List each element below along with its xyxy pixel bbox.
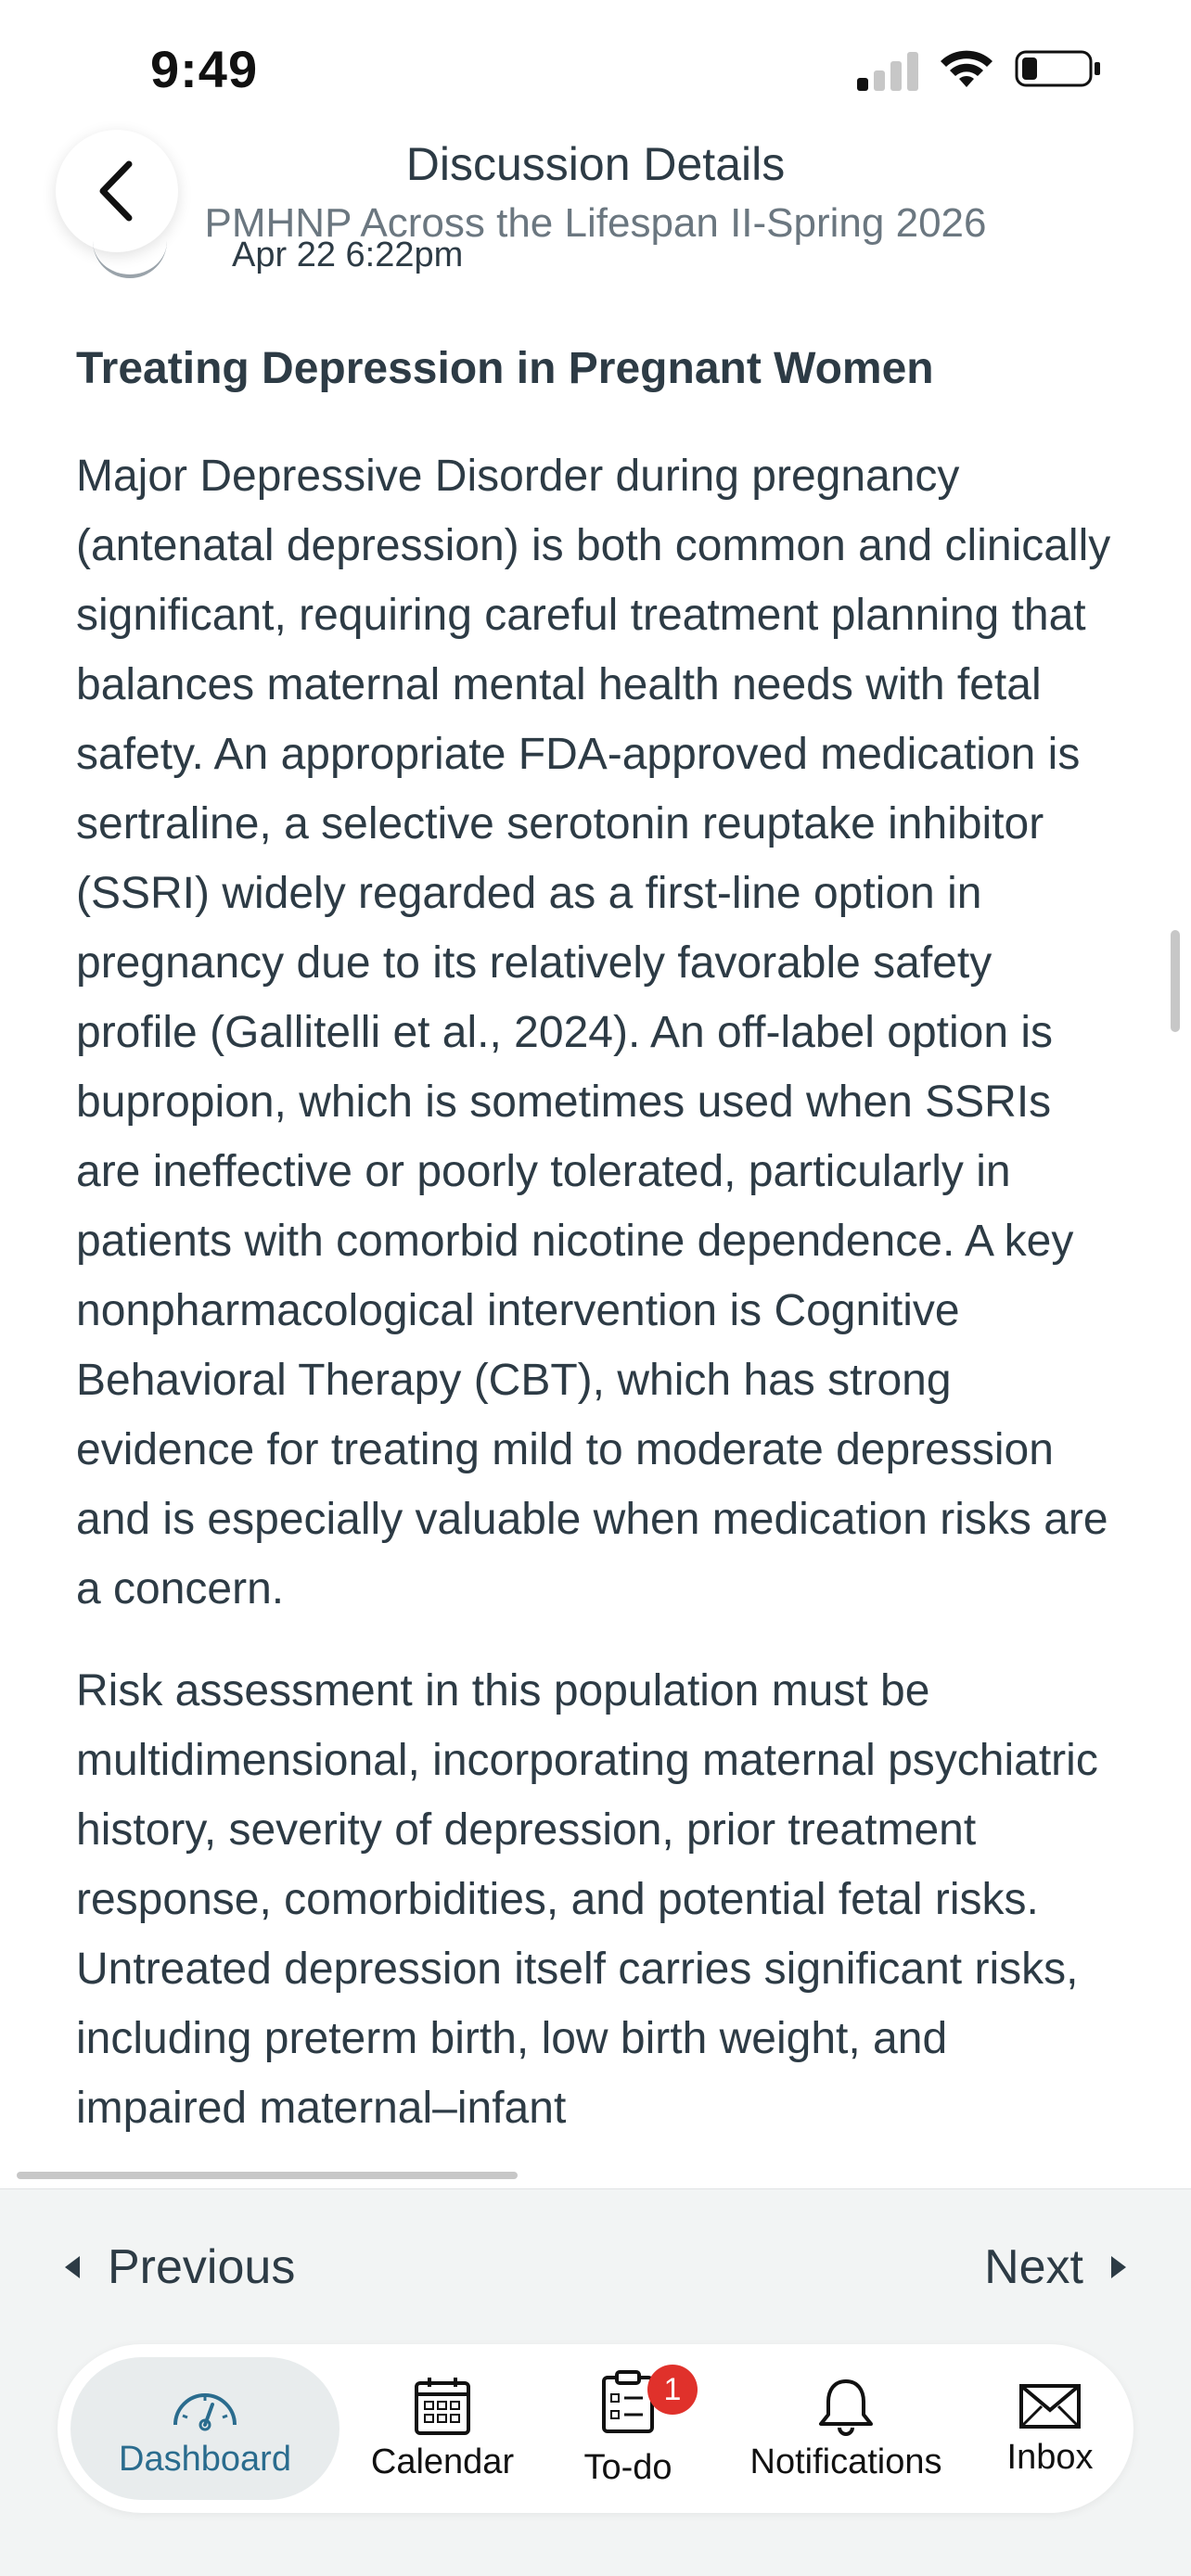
next-label: Next — [984, 2240, 1083, 2294]
bell-icon — [815, 2376, 877, 2437]
tab-notifications[interactable] — [698, 2357, 994, 2500]
discussion-content[interactable] — [0, 236, 1191, 2188]
next-button[interactable] — [984, 2189, 1126, 2345]
tab-label: To-do — [583, 2447, 672, 2487]
tab-bar-container — [0, 2344, 1191, 2576]
tab-label: Dashboard — [119, 2439, 291, 2479]
tab-label: Notifications — [749, 2442, 942, 2481]
tab-bar — [58, 2344, 1133, 2513]
tab-label: Inbox — [1006, 2437, 1094, 2477]
dashboard-gauge-icon — [170, 2378, 240, 2434]
tab-todo[interactable] — [531, 2357, 725, 2500]
tab-label: Calendar — [370, 2442, 515, 2481]
todo-count-badge: 1 — [647, 2365, 698, 2415]
horizontal-scrollbar[interactable] — [17, 2172, 518, 2179]
post-body — [76, 441, 1124, 2175]
post-paragraph: Major Depressive Disorder during pregnancy (antenatal depression) is both common and clinically significant, requiring careful treatment planning that balances maternal mental health needs with fetal safety. An appropriate FDA-approved medication is sertraline, a selective serotonin reuptake inhibitor (SSRI) widely regarded as a first-line option in pregnancy due to its relatively favorable safety profile (Gallitelli et al., 2024). An off-label option is bupropion, which is sometimes used when SSRIs are ineffective or poorly tolerated, particularly in patients with comorbid nicotine dependence. A key nonpharmacological intervention is Cognitive Behavioral Therapy (CBT), which has strong evidence for treating mild to moderate depression and is especially valuable when medication risks are a concern. — [76, 452, 1111, 1613]
vertical-scrollbar[interactable] — [1171, 930, 1180, 1032]
caret-right-icon — [1111, 2256, 1126, 2278]
course-subtitle: PMHNP Across the Lifespan II-Spring 2026 — [204, 200, 987, 246]
previous-label: Previous — [108, 2240, 296, 2294]
post-title: Treating Depression in Pregnant Women — [76, 344, 934, 393]
previous-button[interactable] — [65, 2189, 295, 2345]
battery-icon — [1015, 48, 1102, 89]
tab-dashboard[interactable] — [70, 2357, 339, 2500]
envelope-icon — [1018, 2380, 1082, 2432]
tab-inbox[interactable] — [967, 2357, 1133, 2500]
status-bar — [0, 0, 1191, 130]
status-time: 9:49 — [150, 40, 259, 98]
wifi-icon — [937, 46, 996, 91]
calendar-icon — [413, 2376, 472, 2437]
pagination-bar — [0, 2188, 1191, 2345]
page-title: Discussion Details — [405, 138, 786, 190]
avatar — [93, 213, 167, 278]
cellular-signal-icon — [857, 48, 920, 91]
tab-calendar[interactable] — [336, 2357, 549, 2500]
post-paragraph: Risk assessment in this population must be multidimensional, incorporating maternal psychiatric history, severity of depression, prior treatment response, comorbidities, and potential fetal risks. Untreated depression itself carries significant risks, including preterm birth, low birth weight, and impaired maternal–infant — [76, 1666, 1098, 2133]
caret-left-icon — [65, 2256, 80, 2278]
post-date: Apr 22 6:22pm — [232, 236, 464, 274]
navigation-header — [0, 130, 1191, 269]
